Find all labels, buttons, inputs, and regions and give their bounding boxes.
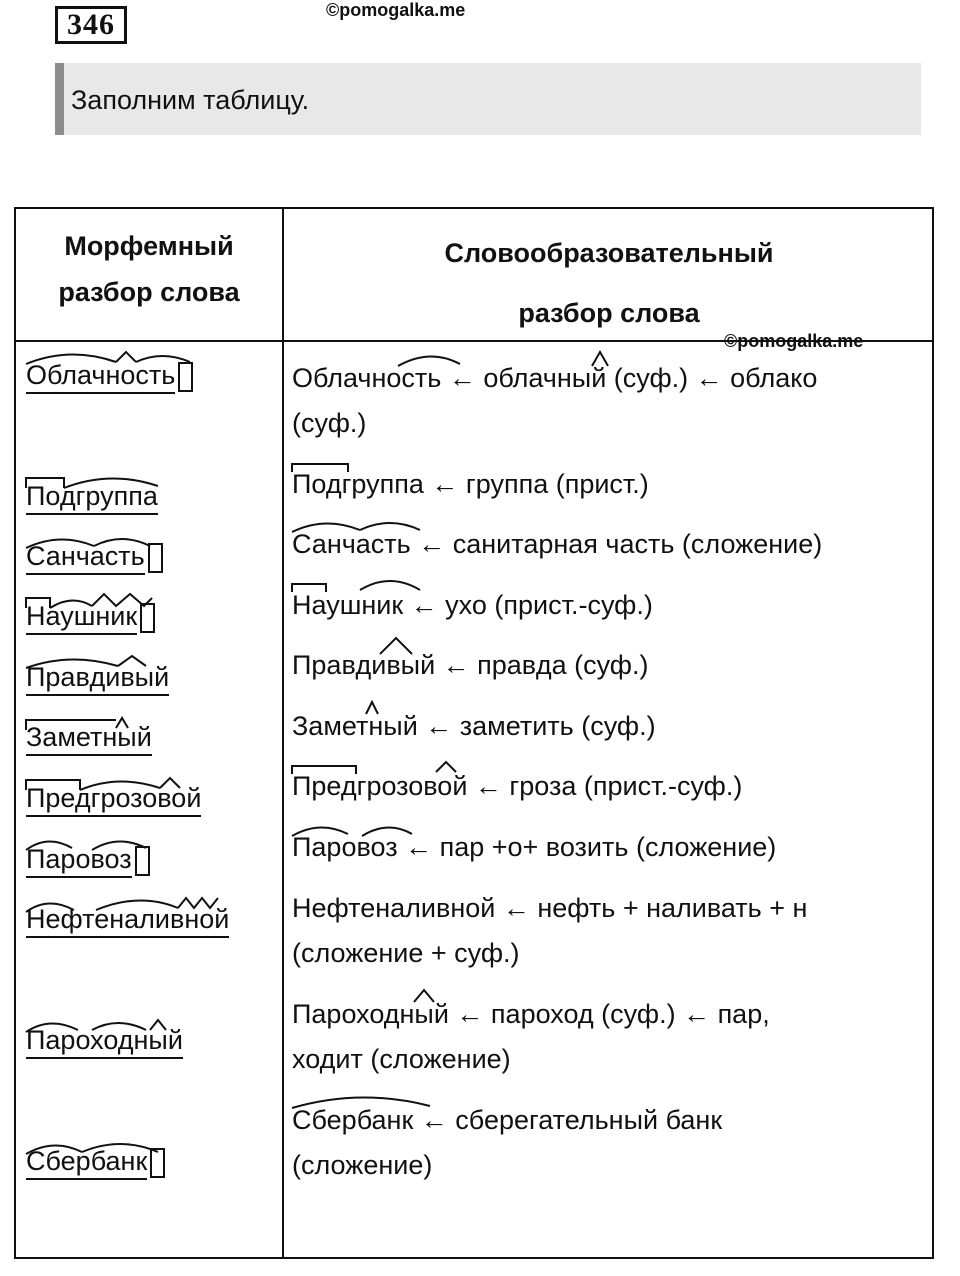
left-word-8 (26, 844, 150, 878)
left-word-5 (26, 662, 169, 696)
word-text: Пароходный (26, 1025, 183, 1059)
right-entry-7 (292, 764, 902, 809)
word-text: Предгрозовой (26, 783, 201, 817)
left-word-1 (26, 360, 193, 394)
word-text: Заметный (26, 722, 152, 756)
column-divider (282, 209, 284, 1257)
entry-line: Наушник ← ухо (прист.-суф.) (292, 590, 653, 620)
header-right-line-2: разбор слова (518, 298, 700, 328)
entry-line: Заметный ← заметить (суф.) (292, 711, 656, 741)
entry-line: (сложение) (292, 1150, 433, 1180)
entry-line: (сложение + суф.) (292, 938, 520, 968)
right-entry-6 (292, 704, 902, 749)
right-entry-10 (292, 992, 902, 1082)
right-entry-9 (292, 886, 902, 976)
right-entry-1 (292, 356, 902, 446)
entry-line: Облачность ← облачный (суф.) ← облако (292, 363, 818, 393)
instruction-banner (55, 63, 921, 135)
entry-line: Подгруппа ← группа (прист.) (292, 469, 649, 499)
word-text: Облачность (26, 360, 175, 394)
entry-line: Сбербанк ← сберегательный банк (292, 1105, 723, 1135)
entry-line: ходит (сложение) (292, 1044, 511, 1074)
left-word-2 (26, 481, 158, 515)
left-word-10 (26, 1025, 183, 1059)
left-word-9 (26, 904, 229, 938)
entry-line: Санчасть ← санитарная часть (сложение) (292, 529, 823, 559)
left-word-4 (26, 601, 155, 635)
entry-line: Предгрозовой ← гроза (прист.-суф.) (292, 771, 743, 801)
header-left (16, 223, 282, 315)
word-text: Нефтеналивной (26, 904, 229, 938)
entry-line: Пароходный ← пароход (суф.) ← пар, (292, 999, 770, 1029)
left-word-6 (26, 722, 152, 756)
word-text: Правдивый (26, 662, 169, 696)
word-text: Подгруппа (26, 481, 158, 515)
left-word-7 (26, 783, 201, 817)
word-text: Сбербанк (26, 1146, 147, 1180)
left-word-11 (26, 1146, 165, 1180)
zero-ending-box (178, 362, 193, 392)
right-entry-3 (292, 522, 902, 567)
left-word-3 (26, 541, 163, 575)
word-text: Наушник (26, 601, 137, 635)
zero-ending-box (140, 603, 155, 633)
entry-line: (суф.) (292, 408, 367, 438)
watermark-top: ©pomogalka.me (326, 0, 466, 20)
header-right (284, 223, 934, 343)
right-entry-8 (292, 825, 902, 870)
zero-ending-box (150, 1148, 165, 1178)
header-right-line-1: Словообразовательный (444, 238, 774, 268)
watermark-table: ©pomogalka.me (724, 331, 864, 351)
instruction-text: Заполним таблицу. (71, 85, 310, 115)
right-entry-11 (292, 1098, 902, 1188)
word-text: Санчасть (26, 541, 145, 575)
right-entry-4 (292, 583, 902, 628)
zero-ending-box (135, 846, 150, 876)
exercise-number: 346 (55, 6, 127, 44)
right-entry-2 (292, 462, 902, 507)
header-left-line-1: Морфемный (64, 231, 234, 261)
entry-line: Паровоз ← пар +о+ возить (сложение) (292, 832, 777, 862)
entry-line: Нефтеналивной ← нефть + наливать + н (292, 893, 808, 923)
right-entry-5 (292, 643, 902, 688)
entry-line: Правдивый ← правда (суф.) (292, 650, 649, 680)
zero-ending-box (148, 543, 163, 573)
header-left-line-2: разбор слова (58, 277, 240, 307)
word-text: Паровоз (26, 844, 132, 878)
